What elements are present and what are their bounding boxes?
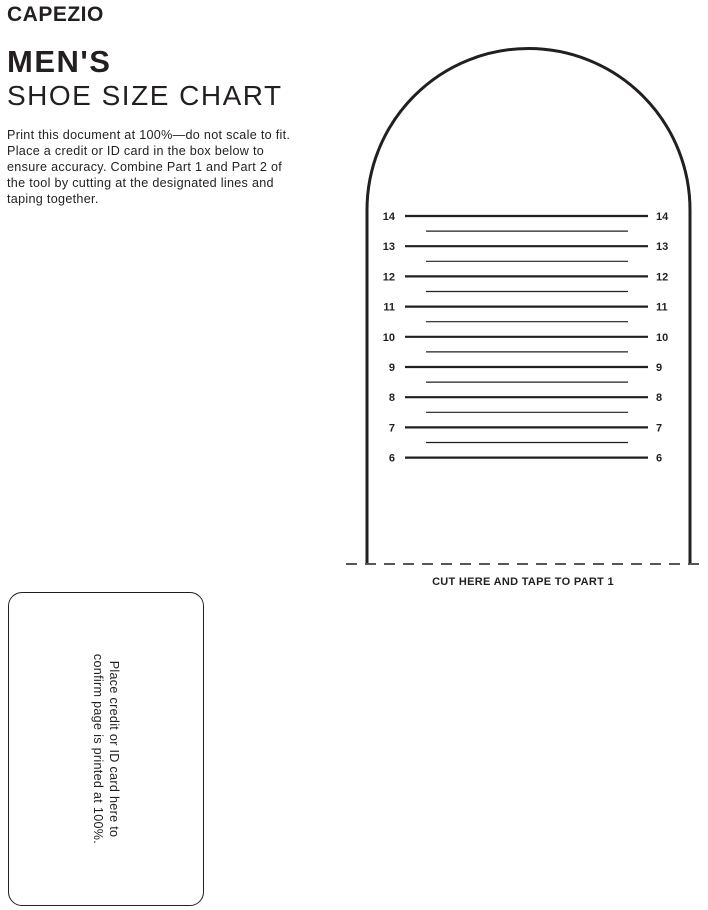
size-label-right-11: 11 <box>656 301 668 314</box>
size-label-right-7: 7 <box>656 422 663 435</box>
cut-instruction-label: CUT HERE AND TAPE TO PART 1 <box>432 576 614 588</box>
instructions-text: Print this document at 100%—do not scale to fit. Place a credit or ID card in the box below to ensure accuracy. Combine Part 1 and Part 2 of the tool by cutting at the designated lines and taping together. <box>7 128 291 206</box>
size-label-left-11: 11 <box>383 301 395 314</box>
size-label-left-8: 8 <box>388 392 395 405</box>
size-label-right-8: 8 <box>656 392 663 405</box>
card-placement-instructions: Place credit or ID card here to confirm page is printed at 100%. <box>91 653 121 845</box>
size-label-right-10: 10 <box>656 331 669 344</box>
size-label-left-6: 6 <box>388 452 395 465</box>
size-label-left-13: 13 <box>382 241 395 254</box>
size-label-left-9: 9 <box>388 362 395 374</box>
size-label-right-12: 12 <box>656 271 669 284</box>
size-label-left-10: 10 <box>382 331 395 344</box>
size-label-left-12: 12 <box>382 271 395 284</box>
size-lines-group <box>383 211 669 465</box>
brand-logo: CAPEZIO <box>7 3 104 26</box>
size-label-right-13: 13 <box>656 241 669 254</box>
page-subtitle: SHOE SIZE CHART <box>7 80 283 111</box>
size-label-right-6: 6 <box>656 452 663 465</box>
size-label-right-14: 14 <box>656 211 669 223</box>
size-label-left-7: 7 <box>388 422 395 435</box>
size-label-right-9: 9 <box>656 362 663 374</box>
page-title: MEN'S <box>7 44 112 79</box>
size-label-left-14: 14 <box>382 211 395 223</box>
